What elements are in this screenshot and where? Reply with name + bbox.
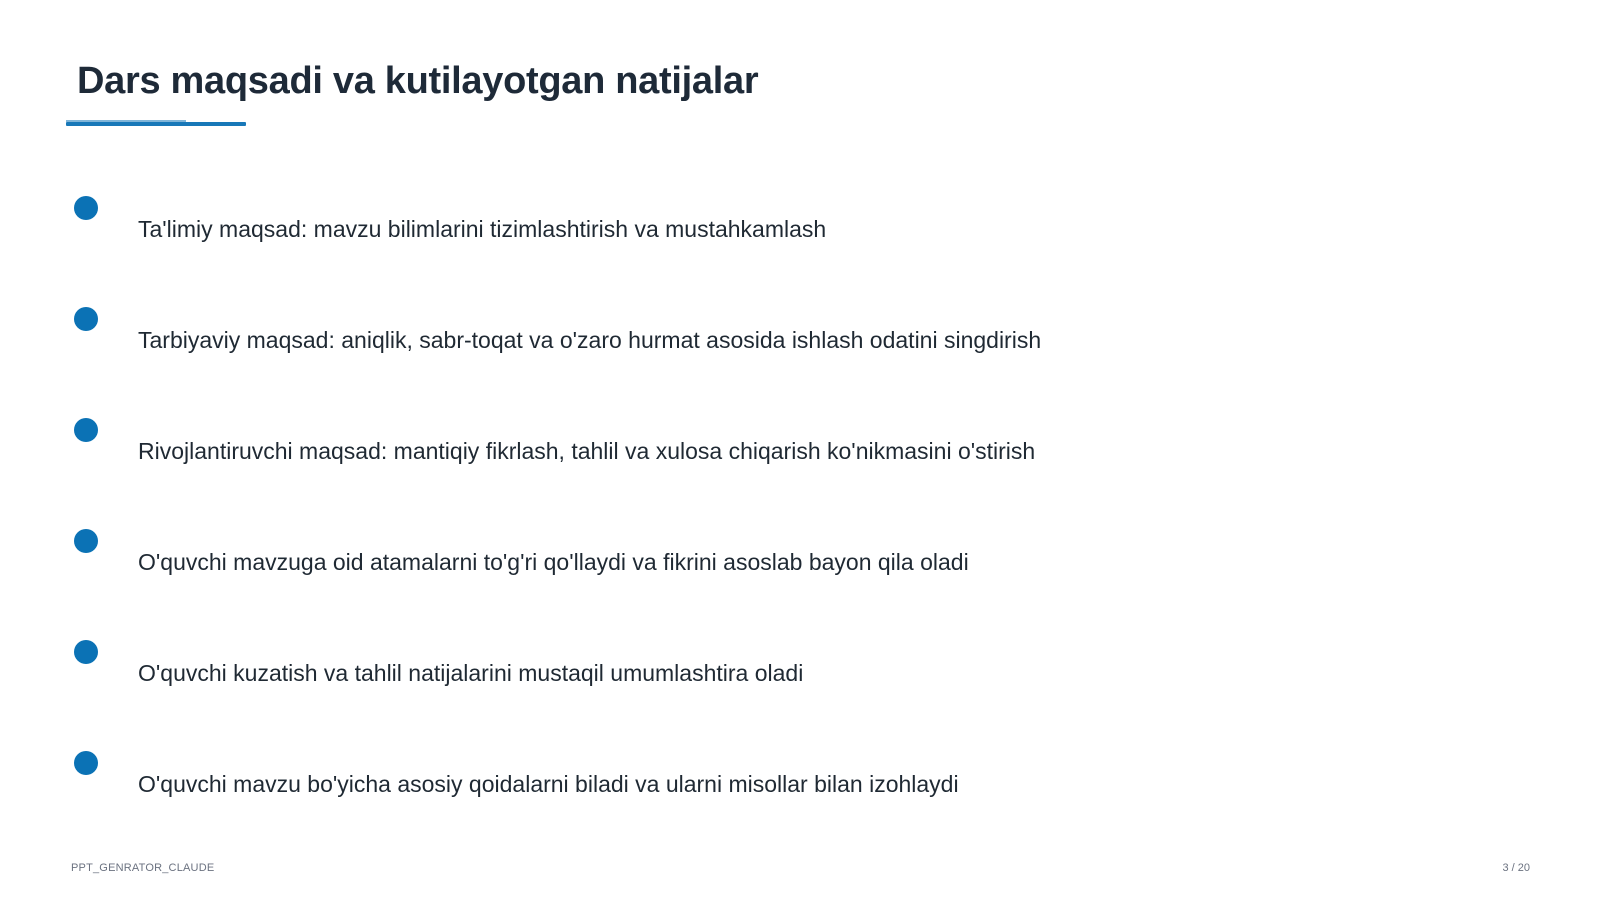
slide-title: Dars maqsadi va kutilayotgan natijalar (77, 60, 759, 102)
list-item (0, 640, 1400, 700)
bullet-dot-icon (74, 640, 98, 664)
bullet-dot-icon (74, 529, 98, 553)
bullet-dot-icon (74, 196, 98, 220)
list-item (0, 529, 1400, 589)
page-number: 3 / 20 (1502, 862, 1530, 874)
list-item (0, 751, 1400, 811)
bullet-text: Ta'limiy maqsad: mavzu bilimlarini tizimlashtirish va mustahkamlash (138, 216, 827, 242)
bullet-dot-icon (74, 751, 98, 775)
bullet-text: O'quvchi mavzu bo'yicha asosiy qoidalarni biladi va ularni misollar bilan izohlaydi (138, 771, 959, 797)
bullet-dot-icon (74, 418, 98, 442)
list-item (0, 196, 1400, 256)
bullet-text: Rivojlantiruvchi maqsad: mantiqiy fikrlash, tahlil va xulosa chiqarish ko'nikmasini o'stirish (138, 438, 1036, 464)
list-item (0, 418, 1400, 478)
bullet-text: Tarbiyaviy maqsad: aniqlik, sabr-toqat va o'zaro hurmat asosida ishlash odatini singdirish (138, 327, 1042, 353)
list-item (0, 307, 1400, 367)
bullet-text: O'quvchi kuzatish va tahlil natijalarini mustaqil umumlashtira oladi (138, 660, 804, 686)
bullet-text: O'quvchi mavzuga oid atamalarni to'g'ri qo'llaydi va fikrini asoslab bayon qila oladi (138, 549, 969, 575)
bullet-dot-icon (74, 307, 98, 331)
footer-source: PPT_GENRATOR_CLAUDE (71, 862, 215, 874)
